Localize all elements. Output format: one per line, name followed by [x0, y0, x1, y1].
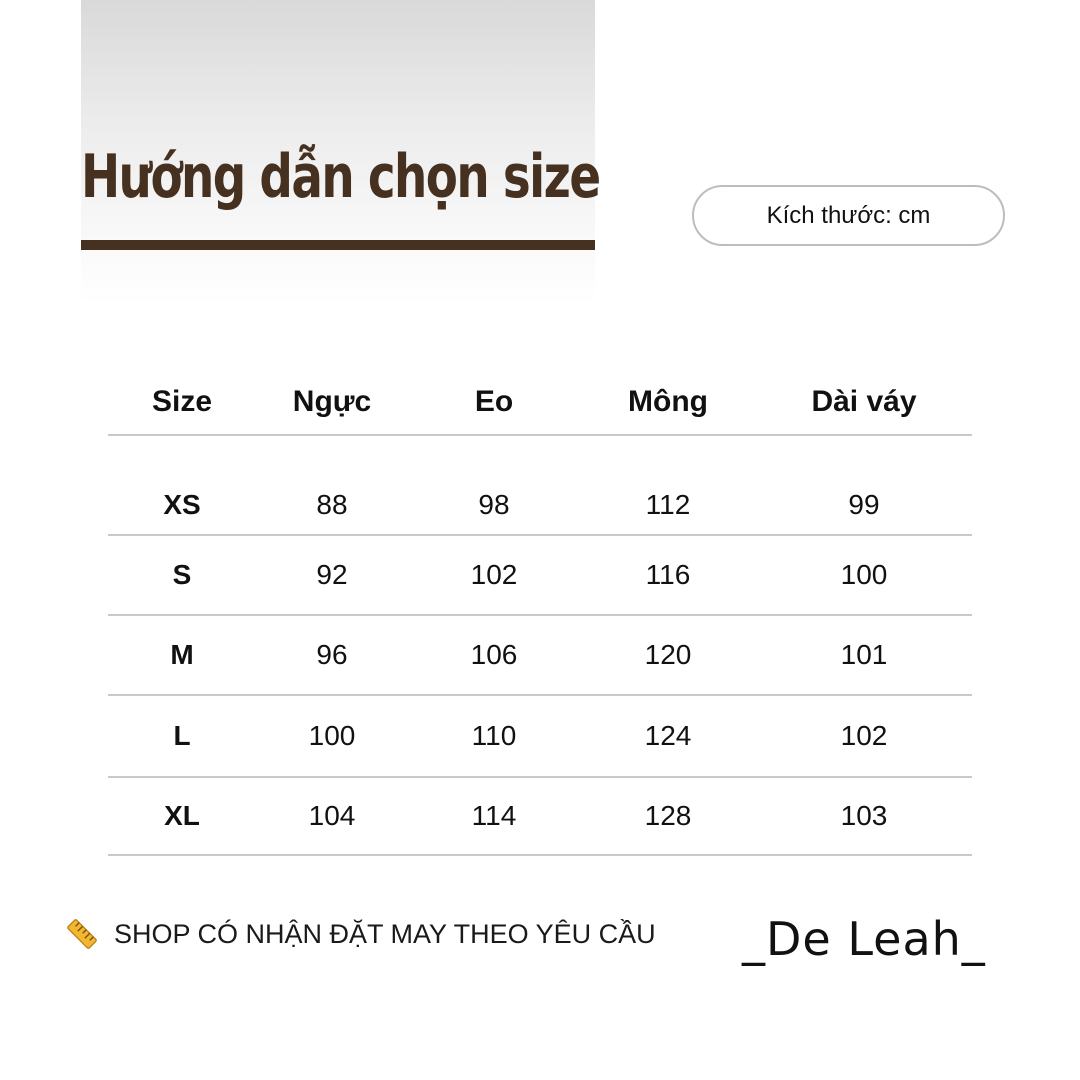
cell-waist: 102 [470, 559, 518, 590]
size-table [108, 370, 972, 856]
table-row [108, 616, 972, 696]
cell-size: M [170, 639, 194, 670]
title-underline-bar [81, 240, 595, 250]
unit-label: Kích thước: cm [766, 201, 931, 229]
cell-hip: 112 [645, 489, 691, 520]
cell-chest: 100 [308, 720, 356, 751]
cell-size: S [172, 559, 192, 590]
cell-waist: 98 [478, 489, 510, 520]
cell-hip: 116 [645, 559, 691, 590]
brand-name: _De Leah_ [742, 912, 986, 966]
cell-hip: 128 [644, 800, 692, 831]
header-waist: Eo [474, 385, 514, 418]
table-row [108, 778, 972, 856]
cell-dress-length: 101 [840, 639, 888, 670]
cell-chest: 104 [308, 800, 356, 831]
table-row [108, 696, 972, 778]
header-chest: Ngực [292, 385, 372, 418]
header-dress-length: Dài váy [811, 385, 917, 418]
table-row [108, 436, 972, 536]
page-title: Hướng dẫn chọn size [81, 142, 600, 212]
cell-waist: 106 [470, 639, 518, 670]
cell-size: L [173, 720, 191, 751]
cell-size: XL [164, 800, 200, 831]
cell-dress-length: 103 [840, 800, 888, 831]
table-header-row [108, 370, 972, 436]
cell-chest: 96 [316, 639, 348, 670]
cell-chest: 92 [316, 559, 348, 590]
cell-waist: 110 [471, 720, 517, 751]
ruler-icon [66, 918, 98, 950]
cell-dress-length: 100 [840, 559, 888, 590]
cell-chest: 88 [316, 489, 348, 520]
table-row [108, 536, 972, 616]
cell-waist: 114 [471, 800, 517, 831]
header-hip: Mông [628, 385, 708, 418]
cell-size: XS [163, 489, 201, 520]
cell-dress-length: 99 [848, 489, 880, 520]
custom-tailoring-note [66, 918, 656, 950]
unit-badge [692, 185, 1005, 246]
header-size: Size [151, 385, 213, 418]
cell-hip: 120 [644, 639, 692, 670]
cell-dress-length: 102 [840, 720, 888, 751]
cell-hip: 124 [644, 720, 692, 751]
custom-tailoring-text: SHOP CÓ NHẬN ĐẶT MAY THEO YÊU CẦU [114, 918, 656, 949]
